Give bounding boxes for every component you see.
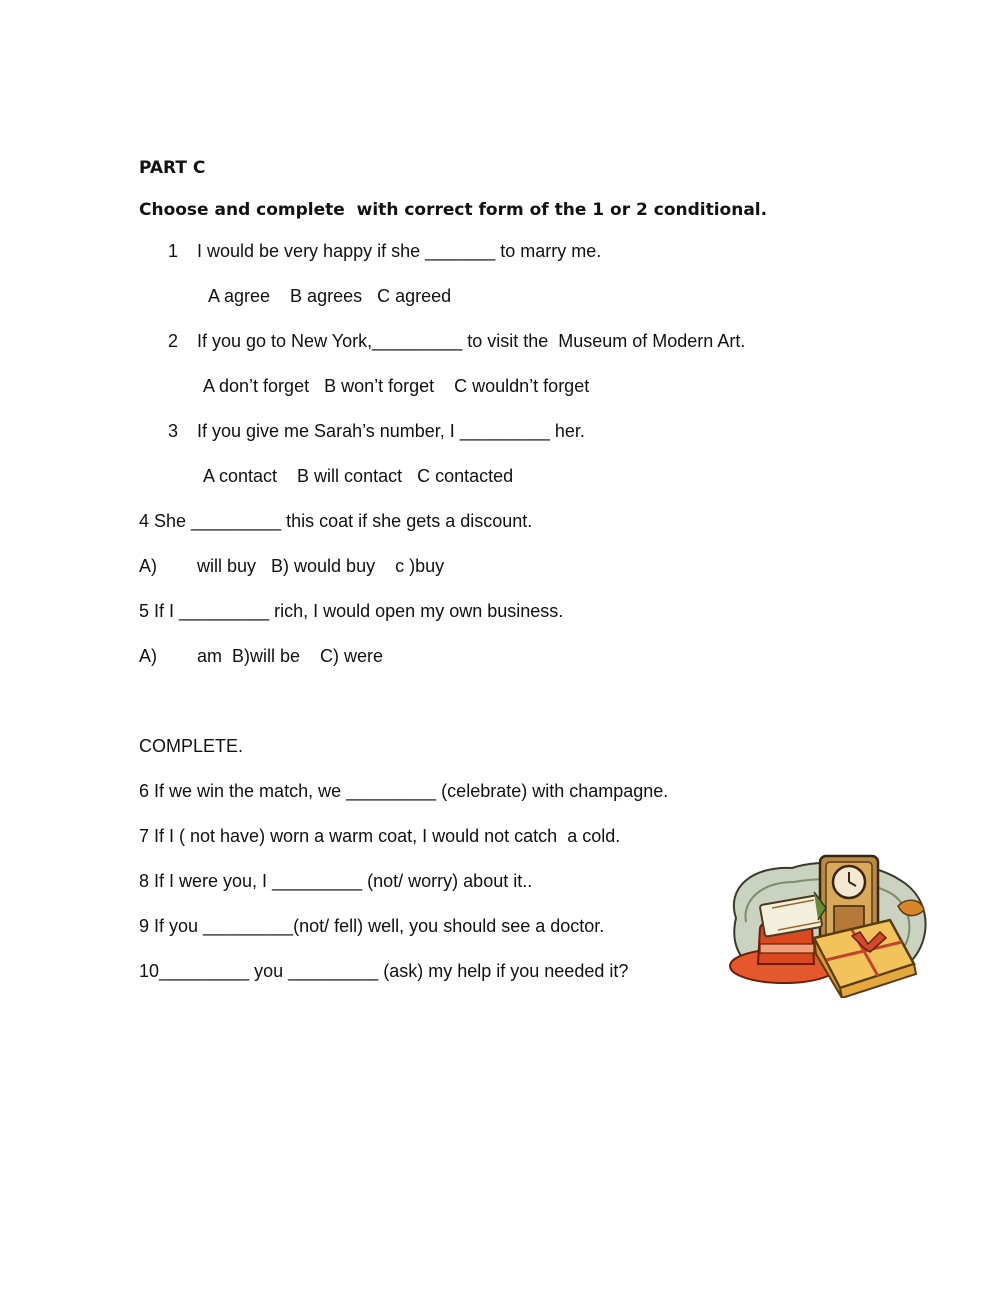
- question-text: If you go to New York,_________ to visit the Museum of Modern Art.: [197, 331, 746, 351]
- question-4: 4 She _________ this coat if she gets a discount.: [139, 511, 533, 531]
- options-rest: am B)will be C) were: [197, 646, 384, 666]
- gifts-clock-illustration: [722, 848, 934, 998]
- complete-item-10: 10_________ you _________ (ask) my help if you needed it?: [139, 961, 629, 981]
- option-label-a: A): [139, 646, 157, 666]
- question-text: If you give me Sarah’s number, I _________ her.: [197, 421, 585, 441]
- complete-title: COMPLETE.: [139, 736, 244, 756]
- question-3-options: A contact B will contact C contacted: [203, 466, 514, 486]
- question-2: [168, 330, 745, 352]
- question-1: [168, 240, 601, 262]
- question-number: 1: [168, 241, 179, 261]
- question-text: I would be very happy if she _______ to marry me.: [197, 241, 602, 261]
- options-rest: will buy B) would buy c )buy: [197, 556, 445, 576]
- complete-item-8: 8 If I were you, I _________ (not/ worry) about it..: [139, 871, 533, 891]
- complete-item-9: 9 If you _________(not/ fell) well, you should see a doctor.: [139, 916, 605, 936]
- complete-item-6: 6 If we win the match, we _________ (celebrate) with champagne.: [139, 781, 669, 801]
- option-label-a: A): [139, 556, 157, 576]
- question-number: 3: [168, 421, 179, 441]
- part-title: PART C: [139, 158, 206, 178]
- question-number: 2: [168, 331, 179, 351]
- question-1-options: A agree B agrees C agreed: [208, 286, 452, 306]
- instruction: Choose and complete with correct form of the 1 or 2 conditional.: [139, 200, 768, 220]
- question-5: 5 If I _________ rich, I would open my own business.: [139, 601, 564, 621]
- question-2-options: A don’t forget B won’t forget C wouldn’t forget: [203, 376, 590, 396]
- complete-item-7: 7 If I ( not have) worn a warm coat, I would not catch a cold.: [139, 826, 621, 846]
- question-3: [168, 420, 585, 442]
- question-5-options: [139, 645, 383, 667]
- question-4-options: [139, 555, 444, 577]
